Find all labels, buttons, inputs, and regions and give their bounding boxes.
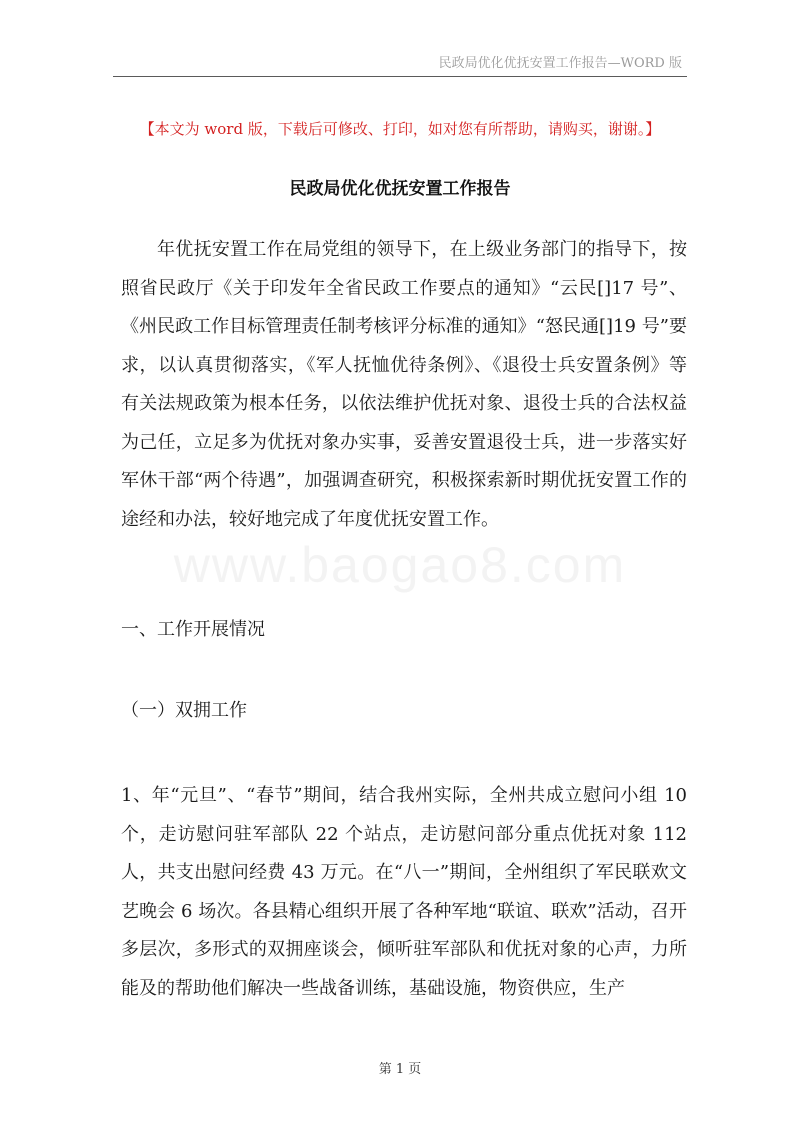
- section-heading: 一、工作开展情况: [121, 619, 265, 640]
- item-1-paragraph: 1、年“元旦”、“春节”期间，结合我州实际，全州共成立慰问小组 10 个，走访慰问驻军部队 22 个站点，走访慰问部分重点优抚对象 112 人，共支出慰问经费 43 万元。在“八一”期间，全州组织了军民联欢文艺晚会 6 场次。各县精心组织开展了各种军地“联谊、联欢”活动，召开多层次，多形式的双拥座谈会，倾听驻军部队和优抚对象的心声，力所能及的帮助他们解决一些战备训练，基础设施，物资供应，生产: [121, 785, 687, 999]
- page-number: 第 1 页: [378, 1062, 422, 1077]
- watermark: www.baogao8.com: [173, 537, 627, 593]
- download-notice: 【本文为 word 版，下载后可修改、打印，如对您有所帮助，请购买，谢谢。】: [139, 120, 661, 138]
- running-header: 民政局优化优抚安置工作报告—WORD 版: [438, 56, 682, 71]
- header-divider: [113, 76, 687, 77]
- intro-paragraph: 年优抚安置工作在局党组的领导下，在上级业务部门的指导下，按照省民政厅《关于印发年全省民政工作要点的通知》“云民[]17 号”、《州民政工作目标管理责任制考核评分标准的通知》“怒民通[]19 号”要求，以认真贯彻落实，《军人抚恤优待条例》、《退役士兵安置条例》等有关法规政策为根本任务，以依法维护优抚对象、退役士兵的合法权益为己任，立足多为优抚对象办实事，妥善安置退役士兵，进一步落实好军休干部“两个待遇”，加强调查研究，积极探索新时期优抚安置工作的途经和办法，较好地完成了年度优抚安置工作。: [121, 239, 687, 530]
- subsection-heading: （一）双拥工作: [121, 700, 247, 721]
- document-title: 民政局优化优抚安置工作报告: [289, 179, 511, 199]
